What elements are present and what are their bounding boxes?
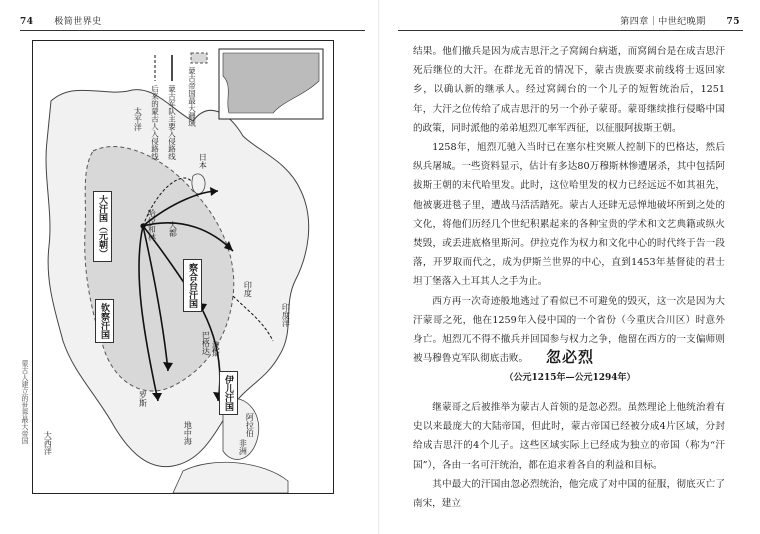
right-header-rule — [398, 30, 743, 31]
land-africa — [173, 462, 288, 493]
label-russia: 罗斯 — [138, 391, 148, 407]
paragraph-1: 结果。他们撤兵是因为成吉思汗之子窝阔台病逝，而窝阔台是在成吉思汗死后继位的大汗。在群龙无首的情况下，蒙古贵族要求前线将士返回家乡，以确认新的继承人。经过窝阔台的一个儿子的短暂统治后，1251年，大汗之位传给了成吉思汗的另一个孙子蒙哥。蒙哥继续推行侵略中国的政策，同时派他的弟弟旭烈兀率军西征，以征服阿拔斯王朝。 — [413, 46, 725, 134]
mongol-empire-map — [32, 40, 334, 494]
label-atlantic: 大西洋 — [43, 431, 53, 455]
paragraph-4: 继蒙哥之后被推举为蒙古人首领的是忽必烈。虽然理论上他统治着有史以来最庞大的大陆帝国，但此时，蒙古帝国已经被分成4片区域，分封给成吉思汗的4个儿子。这些区域实际上已经成为独立的帝国（称为“汗国”），各由一名可汗统治，都在追求着各自的利益和目标。 — [413, 402, 725, 471]
right-running-head: 第四章｜中世纪晚期 — [620, 17, 706, 27]
body-text-top — [413, 42, 725, 368]
right-page-header — [620, 14, 740, 27]
label-mediterranean: 地中海 — [183, 421, 193, 445]
box-yuan: 大汗国（元朝） — [93, 191, 112, 262]
label-japan: 日本 — [198, 153, 208, 169]
label-arabia: 阿拉伯 — [245, 413, 255, 437]
label-africa: 非洲 — [238, 439, 248, 455]
box-golden-horde: 钦察汗国 — [95, 299, 114, 343]
left-page-number: 74 — [20, 17, 34, 27]
body-text-bottom — [413, 398, 725, 513]
map-caption: 蒙古人建立的世界最大帝国 — [21, 360, 29, 444]
karakorum-dot — [140, 223, 145, 228]
left-page-header — [20, 14, 102, 27]
label-beijing: 大都 — [168, 221, 178, 237]
paragraph-2: 1258年，旭烈兀驰入当时已在塞尔柱突厥人控制下的巴格达，然后纵兵屠城。一些资料显示，估计有多达80万穆斯林惨遭屠杀，其中包括阿拔斯王朝的末代哈里发。此时，这位哈里发的权力已经远远不如其祖先，他被裹进毯子里，遭战马活活踏死。蒙古人还肆无忌惮地破坏所到之处的文化，将他们历经几个世纪积累起来的各种宝贵的学术和文艺典籍或纵火焚毁，或丢进底格里斯河。伊拉克作为权力和文化中心的时代终于告一段落，开罗取而代之，成为伊斯兰世界的中心，直到1453年基督徒的君士坦丁堡落入土耳其人之手为止。 — [413, 142, 725, 288]
section-title: 忽必烈 — [545, 348, 594, 366]
paragraph-5: 其中最大的汗国由忽必烈统治，他完成了对中国的征服，彻底灭亡了南宋，建立 — [413, 478, 725, 510]
legend-main-route: 蒙古军队主要入侵路线 — [167, 85, 177, 160]
right-page-number: 75 — [726, 17, 740, 27]
legend-empire-extent: 蒙古帝国最大疆域 — [187, 67, 197, 127]
label-persia: 波斯 — [211, 341, 221, 357]
label-pacific: 太平洋 — [133, 107, 143, 131]
land-japan — [192, 174, 205, 194]
label-india: 印度 — [243, 281, 253, 297]
box-chagatai: 察合台汗国 — [183, 259, 202, 312]
label-baghdad: 巴格达 — [201, 331, 211, 355]
legend-swatch-empire — [191, 53, 207, 63]
label-karakorum: 哈拉和林 — [147, 209, 157, 241]
legend-later-route: 后来的蒙古人入侵路线 — [150, 85, 160, 160]
paragraph-3: 西方再一次奇迹般地逃过了看似已不可避免的毁灭，这一次是因为大汗蒙哥之死，他在1259年入侵中国的一个省份（今重庆合川区）时意外身亡。旭烈兀不得不撤兵并回国参与权力之争，他留在西方的一支偏师则被马穆鲁克军队彻底击败。 — [413, 295, 725, 365]
section-dates: （公元1215年—公元1294年） — [504, 373, 636, 383]
box-ilkhanate: 伊儿汗国 — [219, 371, 238, 415]
label-indian-ocean: 印度洋 — [281, 303, 291, 327]
left-header-rule — [20, 30, 365, 31]
left-running-head: 极简世界史 — [54, 17, 102, 27]
